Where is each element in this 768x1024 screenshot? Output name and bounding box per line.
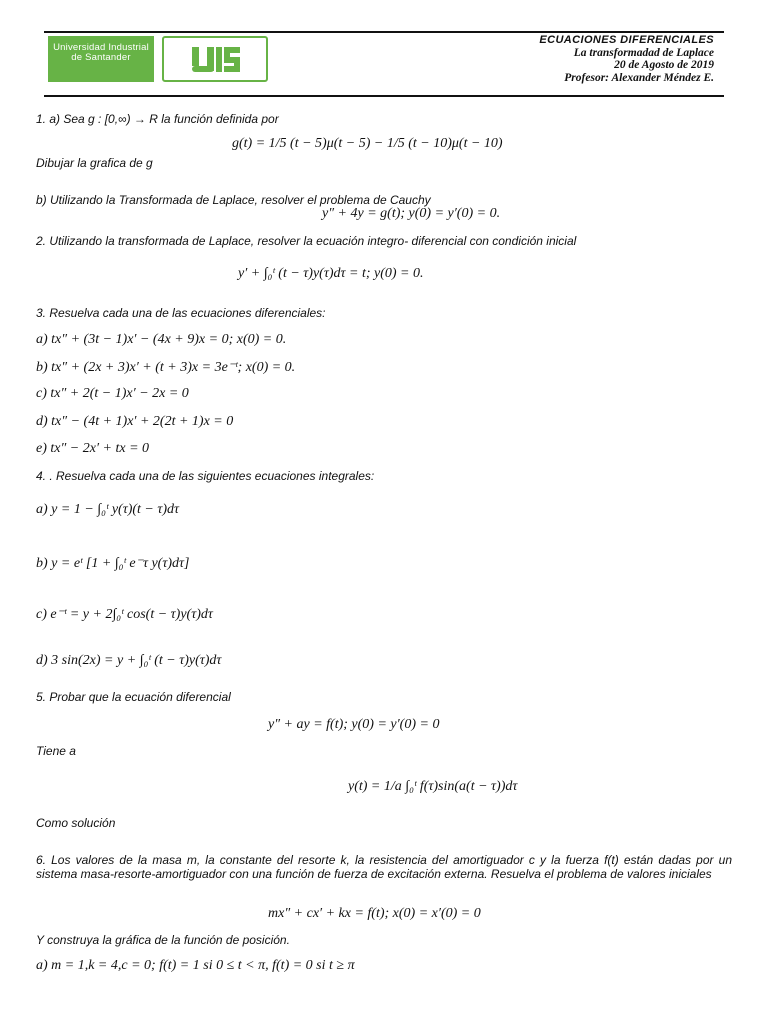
problem-1a-equation: g(t) = 1/5 (t − 5)μ(t − 5) − 1/5 (t − 10)μ(t − 10) (232, 136, 503, 151)
date: 20 de Agosto de 2019 (614, 59, 714, 71)
problem-3b: b) tx″ + (2x + 3)x′ + (t + 3)x = 3e⁻ᵗ; x(0) = 0. (36, 360, 296, 375)
problem-5-equation: y″ + ay = f(t); y(0) = y′(0) = 0 (268, 717, 440, 732)
problem-5-has: Tiene a (36, 744, 76, 758)
problem-5-solution: y(t) = 1/a ∫₀ᵗ f(τ)sin(a(t − τ))dτ (348, 779, 518, 794)
problem-3c: c) tx″ + 2(t − 1)x′ − 2x = 0 (36, 386, 189, 401)
problem-4b: b) y = eᵗ [1 + ∫₀ᵗ e⁻τ y(τ)dτ] (36, 556, 190, 571)
uis-logo (162, 36, 268, 82)
problem-5-text: 5. Probar que la ecuación diferencial (36, 690, 231, 704)
problem-4a: a) y = 1 − ∫₀ᵗ y(τ)(t − τ)dτ (36, 502, 180, 517)
problem-2-text: 2. Utilizando la transformada de Laplace, resolver la ecuación integro- diferencial con condición inicial (36, 234, 577, 248)
course-title: ECUACIONES DIFERENCIALES (539, 34, 714, 46)
problem-4d: d) 3 sin(2x) = y + ∫₀ᵗ (t − τ)y(τ)dτ (36, 653, 222, 668)
problem-1b-equation: y″ + 4y = g(t); y(0) = y′(0) = 0. (322, 206, 501, 221)
problem-4c: c) e⁻ᵗ = y + 2∫₀ᵗ cos(t − τ)y(τ)dτ (36, 607, 213, 622)
problem-2-equation: y′ + ∫₀ᵗ (t − τ)y(τ)dτ = t; y(0) = 0. (238, 266, 424, 281)
problem-3e: e) tx″ − 2x′ + tx = 0 (36, 441, 150, 456)
problem-3a: a) tx″ + (3t − 1)x′ − (4x + 9)x = 0; x(0) = 0. (36, 332, 287, 347)
professor: Profesor: Alexander Méndez E. (564, 71, 714, 84)
uis-logo-mark (164, 38, 266, 80)
problem-1a-task: Dibujar la grafica de g (36, 156, 153, 170)
problem-1a-text: 1. a) Sea g : [0,∞) → R la función definida por (36, 112, 279, 126)
problem-6-text: 6. Los valores de la masa m, la constante del resorte k, la resistencia del amortiguador c y la fuerza f(t) están dadas por un sistema masa-resorte-amortiguador con una función de fuerza de excitación externa. Resuelva el problema de valores iniciales (36, 853, 732, 881)
problem-4-text: 4. . Resuelva cada una de las siguientes ecuaciones integrales: (36, 469, 375, 483)
problem-6-task: Y construya la gráfica de la función de posición. (36, 933, 290, 947)
problem-3d: d) tx″ − (4t + 1)x′ + 2(2t + 1)x = 0 (36, 414, 234, 429)
problem-6a: a) m = 1,k = 4,c = 0; f(t) = 1 si 0 ≤ t < π, f(t) = 0 si t ≥ π (36, 958, 355, 973)
problem-5-as: Como solución (36, 816, 116, 830)
topic: La transformadad de Laplace (573, 46, 714, 59)
university-logo: Universidad Industrial de Santander (48, 36, 154, 82)
problem-3-text: 3. Resuelva cada una de las ecuaciones diferenciales: (36, 306, 326, 320)
problem-6-equation: mx″ + cx′ + kx = f(t); x(0) = x′(0) = 0 (268, 906, 481, 921)
header-info (539, 34, 714, 84)
problem-1b-text: b) Utilizando la Transformada de Laplace, resolver el problema de Cauchy (36, 193, 431, 207)
